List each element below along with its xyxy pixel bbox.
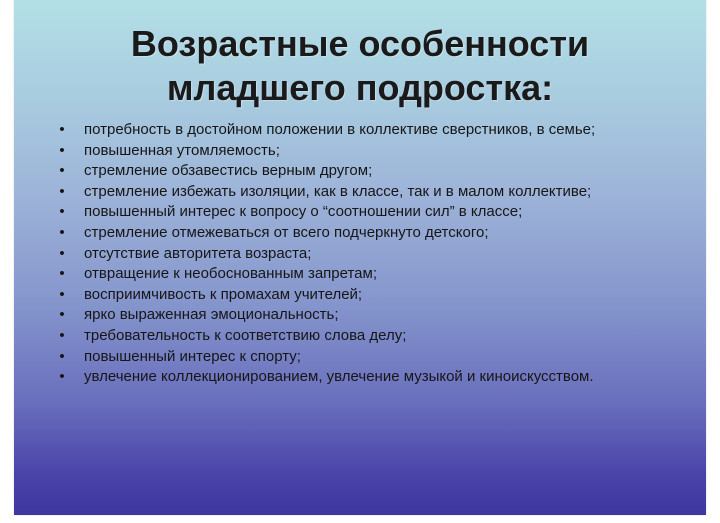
list-item-text: ярко выраженная эмоциональность;	[84, 306, 339, 324]
list-item	[54, 225, 664, 241]
bullet-list	[54, 122, 664, 390]
list-item	[54, 246, 664, 262]
list-item	[54, 328, 664, 344]
list-item	[54, 307, 664, 323]
list-item	[54, 204, 664, 220]
bullet-icon: •	[59, 347, 65, 365]
list-item-text: стремление отмежеваться от всего подчеркнуто детского;	[84, 223, 489, 241]
list-item-text: стремление обзавестись верным другом;	[84, 162, 373, 180]
list-item	[54, 143, 664, 159]
list-item-text: повышенный интерес к спорту;	[84, 347, 301, 365]
list-item	[54, 184, 664, 200]
list-item	[54, 287, 664, 303]
slide-title	[14, 22, 706, 110]
list-item-text: потребность в достойном положении в коллективе сверстников, в семье;	[84, 121, 596, 138]
list-item	[54, 122, 664, 138]
list-item	[54, 266, 664, 282]
list-item-text: отвращение к необоснованным запретам;	[84, 265, 378, 283]
bullet-icon: •	[59, 265, 65, 283]
bullet-icon: •	[59, 203, 65, 221]
bullet-icon: •	[59, 285, 65, 303]
list-item-text: восприимчивость к промахам учителей;	[84, 285, 363, 303]
list-item-text: отсутствие авторитета возраста;	[84, 244, 312, 262]
bullet-icon: •	[59, 223, 65, 241]
bullet-icon: •	[59, 368, 65, 386]
list-item-text: повышенный интерес к вопросу о “соотношении сил” в классе;	[84, 203, 523, 221]
list-item-text: стремление избежать изоляции, как в классе, так и в малом коллективе;	[84, 182, 592, 200]
bullet-icon: •	[59, 326, 65, 344]
bullet-icon: •	[59, 162, 65, 180]
list-item	[54, 163, 664, 179]
list-item-text: увлечение коллекционированием, увлечение музыкой и киноискусством.	[84, 368, 594, 386]
bullet-icon: •	[59, 244, 65, 262]
bullet-icon: •	[59, 141, 65, 159]
bullet-icon: •	[59, 121, 65, 138]
list-item-text: требовательность к соответствию слова делу;	[84, 326, 407, 344]
bullet-icon: •	[59, 306, 65, 324]
slide	[14, 0, 706, 515]
list-item	[54, 369, 664, 385]
bullet-icon: •	[59, 182, 65, 200]
slide-title-line-1: Возрастные особенности	[130, 23, 590, 64]
list-item-text: повышенная утомляемость;	[84, 141, 280, 159]
list-item	[54, 349, 664, 365]
slide-title-line-2: младшего подростка:	[166, 67, 554, 108]
